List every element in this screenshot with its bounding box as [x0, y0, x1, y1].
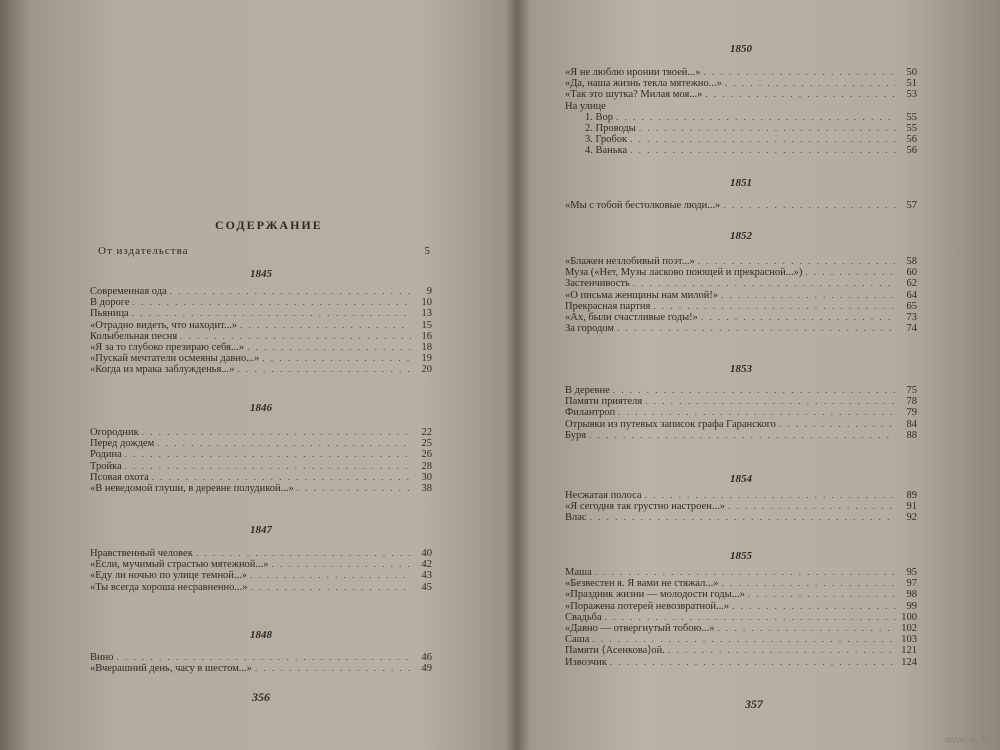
entry-page: 57	[906, 200, 917, 211]
toc-entry	[565, 623, 917, 634]
dot-leader	[645, 490, 896, 501]
entry-title: В дороге	[90, 297, 130, 309]
entry-page: 19	[421, 353, 432, 365]
dot-leader	[721, 578, 896, 589]
entry-title: Застенчивость	[565, 278, 630, 290]
entry-page: 51	[906, 78, 917, 90]
dot-leader	[237, 364, 411, 375]
dot-leader	[262, 353, 411, 364]
right-page	[525, 0, 965, 750]
entry-page: 25	[421, 438, 432, 450]
entry-page: 53	[906, 89, 917, 101]
entry-title: Влас	[565, 512, 587, 524]
dot-leader	[728, 501, 896, 512]
section-year: 1845	[250, 268, 272, 280]
entry-page: 49	[421, 663, 432, 675]
entry-page: 79	[906, 407, 917, 419]
toc-entry	[565, 419, 917, 430]
entry-page: 20	[421, 364, 432, 376]
entry-page: 95	[906, 567, 917, 578]
entry-page: 74	[906, 323, 917, 335]
entry-page: 62	[906, 278, 917, 290]
entry-title: Прекрасная партия	[565, 300, 651, 312]
entry-title: 3. Гробок	[585, 134, 628, 146]
entry-title: Родина	[90, 449, 122, 461]
toc-list	[565, 567, 917, 668]
toc-entry	[565, 634, 917, 645]
dot-leader	[595, 567, 896, 578]
dot-leader	[717, 623, 896, 634]
entry-page: 84	[906, 418, 917, 430]
dot-leader	[805, 267, 896, 278]
toc-entry	[565, 134, 917, 145]
toc-entry	[90, 461, 432, 472]
entry-page: 65	[906, 300, 917, 312]
dot-leader	[610, 657, 896, 668]
entry-page: 50	[906, 67, 917, 78]
toc-entry	[565, 112, 917, 123]
toc-list	[565, 385, 917, 441]
section-year: 1853	[730, 363, 752, 375]
entry-page: 13	[421, 308, 432, 320]
entry-title: На улице	[565, 100, 606, 112]
dot-leader	[247, 342, 411, 353]
dot-leader	[630, 145, 896, 156]
dot-leader	[240, 320, 411, 331]
toc-entry	[90, 427, 432, 438]
entry-title: «Мы с тобой бестолковые люди...»	[565, 200, 721, 211]
entry-title: «Когда из мрака заблужденья...»	[90, 364, 235, 376]
entry-title: «Так это шутка? Милая моя...»	[565, 89, 703, 101]
entry-title: «Еду ли ночью по улице темной...»	[90, 570, 248, 582]
dot-leader	[180, 331, 411, 342]
entry-title: «Ах, были счастливые годы!»	[565, 312, 698, 324]
toc-entry	[565, 145, 917, 156]
toc-entry	[90, 570, 432, 581]
entry-page: 121	[901, 645, 917, 657]
dot-leader	[255, 663, 411, 674]
toc-entry	[90, 472, 432, 483]
entry-page: 46	[421, 652, 432, 663]
entry-page: 16	[421, 330, 432, 342]
entry-page: 75	[906, 385, 917, 396]
entry-title: «Если, мучимый страстью мятежной...»	[90, 559, 269, 571]
dot-leader	[704, 67, 896, 78]
dot-leader	[157, 438, 411, 449]
section-year: 1852	[730, 230, 752, 242]
toc-entry	[90, 297, 432, 308]
entry-title: «О письма женщины нам милой!»	[565, 289, 719, 301]
entry-page: 26	[421, 449, 432, 461]
entry-title: Отрывки из путевых записок графа Гаранского	[565, 418, 776, 430]
toc-list	[90, 286, 432, 376]
toc-list	[565, 256, 917, 334]
entry-title: «Ты всегда хороша несравненно...»	[90, 581, 248, 593]
section-year: 1855	[730, 550, 752, 562]
entry-title: Памяти приятеля	[565, 396, 643, 408]
toc-list	[90, 427, 432, 494]
entry-title: «Праздник жизни — молодости годы...»	[565, 589, 745, 601]
entry-title: Вино	[90, 652, 114, 663]
dot-leader	[732, 601, 896, 612]
toc-entry	[90, 364, 432, 375]
section-year: 1848	[250, 629, 272, 641]
entry-title: Несжатая полоса	[565, 490, 642, 501]
toc-entry	[565, 123, 917, 134]
dot-leader	[725, 78, 896, 89]
toc-entry	[565, 657, 917, 668]
toc-entry	[565, 312, 917, 323]
entry-page: 78	[906, 396, 917, 408]
entry-title: Филантроп	[565, 407, 616, 419]
dot-leader	[668, 645, 896, 656]
toc-entry	[565, 67, 917, 78]
dot-leader	[589, 430, 896, 441]
entry-title: «Я за то глубоко презираю себя...»	[90, 342, 245, 354]
toc-entry	[90, 438, 432, 449]
entry-page: 30	[421, 471, 432, 483]
entry-page: 88	[906, 429, 917, 441]
entry-title: «Давно — отвергнутый тобою...»	[565, 623, 715, 635]
entry-title: Извозчик	[565, 656, 607, 668]
entry-title: «Я не люблю иронии твоей...»	[565, 67, 701, 78]
entry-title: Пьяница	[90, 308, 129, 320]
toc-entry	[565, 200, 917, 211]
entry-title: В деревне	[565, 385, 610, 396]
toc-entry	[565, 612, 917, 623]
toc-entry	[565, 578, 917, 589]
watermark: www.ay.by	[944, 735, 992, 746]
entry-page: 102	[901, 623, 917, 635]
toc-entry	[565, 601, 917, 612]
toc-entry	[565, 301, 917, 312]
section-year: 1850	[730, 43, 752, 55]
entry-title: Муза («Нет, Музы ласково поющей и прекрасной...»)	[565, 267, 803, 279]
entry-page: 40	[421, 548, 432, 559]
toc-entry	[565, 501, 917, 512]
dot-leader	[133, 297, 411, 308]
entry-page: 15	[421, 319, 432, 331]
toc-entry	[90, 483, 432, 494]
entry-page: 92	[906, 512, 917, 524]
toc-entry	[565, 512, 917, 523]
entry-page: 98	[906, 589, 917, 601]
entry-title: «Блажен незлобивый поэт...»	[565, 256, 695, 267]
toc-entry	[98, 246, 431, 257]
dot-leader	[250, 570, 411, 581]
toc-entry	[565, 645, 917, 656]
entry-title: Саша	[565, 634, 590, 646]
entry-title: «Безвестен я. Я вами не стяжал...»	[565, 578, 719, 590]
toc-entry	[565, 430, 917, 441]
entry-page: 99	[906, 600, 917, 612]
entry-title: Современная ода	[90, 286, 167, 297]
dot-leader	[633, 278, 896, 289]
entry-page: 43	[421, 570, 432, 582]
toc-entry	[565, 567, 917, 578]
toc-entry	[565, 490, 917, 501]
entry-title: 1. Вор	[585, 111, 614, 123]
entry-page: 55	[906, 111, 917, 123]
entry-title: За городом	[565, 323, 615, 335]
dot-leader	[705, 89, 896, 100]
dot-leader	[748, 589, 896, 600]
dot-leader	[251, 582, 411, 593]
toc-entry	[565, 589, 917, 600]
entry-page: 18	[421, 342, 432, 354]
entry-title: Маша	[565, 567, 592, 578]
dot-leader	[721, 290, 896, 301]
dot-leader	[653, 301, 896, 312]
dot-leader	[132, 308, 411, 319]
toc-entry	[90, 663, 432, 674]
section-year: 1851	[730, 177, 752, 189]
entry-page: 45	[421, 581, 432, 593]
entry-title: «Поражена потерей невозвратной...»	[565, 600, 730, 612]
dot-leader	[590, 512, 896, 523]
entry-page: 5	[424, 245, 431, 257]
entry-title: «В неведомой глуши, в деревне полудикой...»	[90, 483, 294, 495]
toc-entry	[90, 308, 432, 319]
toc-entry	[565, 407, 917, 418]
dot-leader	[142, 427, 411, 438]
section-year: 1854	[730, 473, 752, 485]
dot-leader	[630, 134, 896, 145]
toc-entry	[90, 652, 432, 663]
toc-entry	[90, 286, 432, 297]
entry-title: Свадьба	[565, 611, 602, 623]
entry-title: Огородник	[90, 427, 139, 438]
entry-page: 100	[901, 611, 917, 623]
toc-entry	[565, 256, 917, 267]
left-page	[40, 0, 510, 750]
dot-leader	[196, 548, 411, 559]
dot-leader	[117, 652, 412, 663]
entry-title: «Пускай мечтатели осмеяны давно...»	[90, 353, 260, 365]
dot-leader	[639, 123, 896, 134]
dot-leader	[616, 112, 896, 123]
dot-leader	[779, 419, 896, 430]
dot-leader	[125, 461, 411, 472]
entry-page: 64	[906, 289, 917, 301]
dot-leader	[152, 472, 411, 483]
entry-title: 4. Ванька	[585, 145, 628, 157]
entry-page: 124	[901, 656, 917, 668]
entry-page: 42	[421, 559, 432, 571]
toc-list	[565, 67, 917, 157]
toc-entry	[565, 385, 917, 396]
dot-leader	[272, 559, 411, 570]
entry-page: 10	[421, 297, 432, 309]
entry-page: 73	[906, 312, 917, 324]
dot-leader	[613, 385, 896, 396]
toc-entry	[565, 396, 917, 407]
entry-title: «Отрадно видеть, что находит...»	[90, 319, 238, 331]
toc-entry	[565, 290, 917, 301]
entry-title: Нравственный человек	[90, 548, 193, 559]
entry-title: Буря	[565, 429, 587, 441]
toc-entry	[565, 78, 917, 89]
intro-entry	[98, 246, 431, 257]
entry-page: 103	[901, 634, 917, 646]
section-year: 1846	[250, 402, 272, 414]
entry-page: 91	[906, 501, 917, 513]
entry-page: 22	[421, 427, 432, 438]
toc-list	[565, 200, 917, 211]
entry-page: 89	[906, 490, 917, 501]
toc-entry	[90, 353, 432, 364]
entry-page: 60	[906, 267, 917, 279]
dot-leader	[645, 396, 896, 407]
entry-page: 56	[906, 145, 917, 157]
toc-entry	[565, 278, 917, 289]
page-number: 357	[745, 697, 763, 711]
entry-page: 97	[906, 578, 917, 590]
entry-page: 9	[426, 286, 432, 297]
entry-page: 56	[906, 134, 917, 146]
dot-leader	[605, 612, 896, 623]
entry-page: 58	[906, 256, 917, 267]
toc-entry	[565, 89, 917, 100]
entry-page: 38	[421, 483, 432, 495]
toc-list	[565, 490, 917, 524]
dot-leader	[592, 634, 896, 645]
entry-title: Псовая охота	[90, 471, 149, 483]
toc-entry	[90, 548, 432, 559]
toc-entry	[90, 342, 432, 353]
entry-title: «Я сегодня так грустно настроен...»	[565, 501, 725, 513]
toc-entry	[90, 559, 432, 570]
dot-leader	[170, 286, 411, 297]
entry-title: 2. Проводы	[585, 123, 636, 135]
page-number: 356	[252, 690, 270, 704]
toc-entry	[90, 449, 432, 460]
toc-list	[90, 652, 432, 674]
dot-leader	[618, 407, 896, 418]
entry-title: Тройка	[90, 460, 122, 472]
toc-entry	[565, 323, 917, 334]
contents-title: СОДЕРЖАНИЕ	[215, 218, 323, 232]
toc-entry	[565, 267, 917, 278]
toc-entry	[565, 101, 917, 112]
entry-page: 28	[421, 460, 432, 472]
entry-title: «Вчерашний день, часу в шестом...»	[90, 663, 252, 675]
entry-title: Колыбельная песня	[90, 330, 178, 342]
dot-leader	[125, 449, 411, 460]
dot-leader	[297, 483, 411, 494]
entry-title: Перед дождем	[90, 438, 155, 450]
toc-entry	[90, 331, 432, 342]
dot-leader	[723, 200, 896, 211]
dot-leader	[698, 256, 896, 267]
entry-title: От издательства	[98, 245, 189, 257]
toc-entry	[90, 582, 432, 593]
toc-entry	[90, 320, 432, 331]
entry-title: «Да, наша жизнь текла мятежно...»	[565, 78, 722, 90]
dot-leader	[701, 312, 896, 323]
toc-list	[90, 548, 432, 593]
entry-title: Памяти ⟨Асенкова⟩ой.	[565, 645, 665, 657]
entry-page: 55	[906, 123, 917, 135]
section-year: 1847	[250, 524, 272, 536]
dot-leader	[617, 323, 896, 334]
